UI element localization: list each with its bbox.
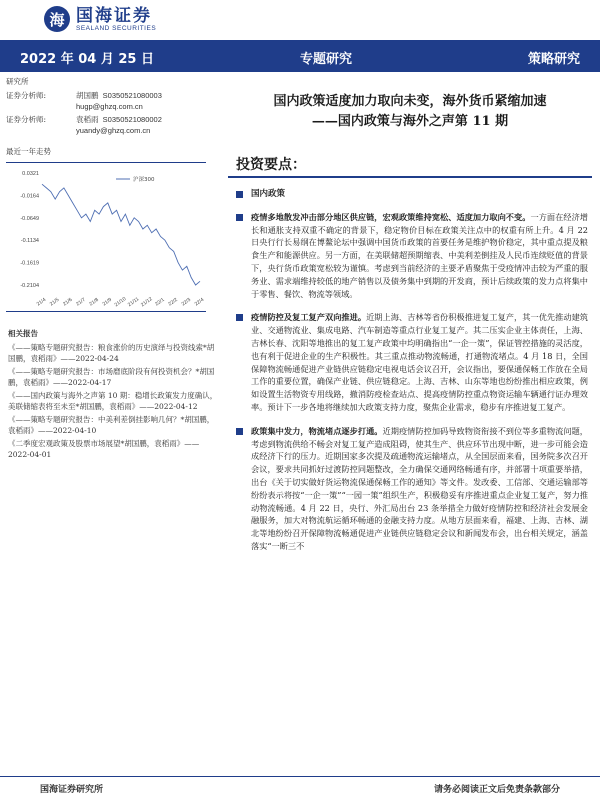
x-tick-label: 21/8 (88, 296, 100, 308)
related-report-item[interactable]: 《——策略专题研究报告：市场磨底阶段有何投资机会？*胡国鹏，袁稻雨》——2022-04-17 (8, 366, 215, 387)
report-title-line1: 国内政策适度加力取向未变，海外货币紧缩加速 (273, 94, 547, 109)
paragraph-lead: 疫情防控及复工复产双向推进。 (251, 312, 367, 323)
paragraph-text: 近期上海、吉林等省份积极推进复工复产，其一优先推动建筑业、交通物流业、集成电路、汽车制造等重点行业复工复产。其二压实企业主体责任，上海、吉林长春、沈阳等地推出的复工复产政策中均明确指出“一企一策”，保证管控措施的灵活度，也有利于促进企业的生产积极性。其三重点推动物流畅通，打通物流堵点。4 月 18 日，全国保障物流畅通促进产业链供应链稳定电视电话会议召开，会议指出，要保通保畅工作放在全局工作的重要位置，确保产业链、供应链稳定。上海、吉林、山东等地也纷纷推出相应政策，例如设置生活物资专用线路，撤消防疫检查站点、提高疫情防控重点物资运输车辆通行证办理效率。预计下一步各地将继续加大政策支持力度，聚焦企业需求，稳步有序推进复工复产。 (251, 312, 588, 412)
related-reports-title: 相关报告 (8, 329, 38, 338)
paragraph-text: 一方面在经济增长和通胀支持双重不确定的背景下，稳定物价目标在政策关注点中的权重有所上升。4 月 22 日央行行长易纲在博鳌论坛中强调中国货币政策的首要任务是维护物价稳定，其中重点提及粮食生产和能源供应。另一方面，在美联储超预期缩表、中美利差倒挂及人民币连续贬值的背景下，央行货币政策宽松较为谨慎。考虑到当前经济的主要矛盾聚焦于受疫情冲击较为严重的服务业、需求端维持较低的地产销售以及债务集中到期的开发商，预计后续政策的发力点将集中于零售、餐饮、物流等领域。 (251, 211, 588, 299)
y-tick-label: -0.0164 (20, 193, 39, 200)
report-title-line2: ——国内政策与海外之声第 11 期 (311, 114, 509, 129)
report-body (236, 188, 588, 564)
body-paragraph (236, 425, 588, 553)
square-bullet-icon (236, 214, 243, 221)
report-sector: 策略研究 (527, 52, 580, 67)
logo-name-en: SEALAND SECURITIES (76, 24, 157, 32)
x-tick-label: 21/9 (101, 296, 113, 308)
related-report-item[interactable]: 《——国内政策与海外之声第 10 期：稳增长政策发力度确认，美联储缩表将至未至*胡国鹏，袁稻雨》——2022-04-12 (8, 390, 218, 411)
footer-disclaimer: 请务必阅读正文后免责条款部分 (433, 785, 560, 795)
trend-chart (6, 162, 206, 312)
section-heading (236, 188, 588, 201)
viewpoints-divider (228, 176, 592, 178)
y-tick-label: 0.0321 (22, 171, 39, 177)
paragraph-text: 近期疫情防控加码导致物资衔接不到位等多重物流问题，考虑到物流供给不畅会对复工复产造成阻碍，使其生产、供应环节出现中断，进一步可能会造成经济下行的压力。近期国家多次提及疏通物流运输堵点，从全国层面来看，国务院多次召开会议，要求共同抓好过渡防控同题整改，全力确保交通网络畅通有序，并部署十项重要举措，出台《关于切实做好货运物流保通保畅工作的通知》等文件。发改委、工信部、交通运输部等纷纷表示将按“一企一策”“一园一策”组织生产，积极稳妥有序推进重点企业复工复产，努力推动物流畅通。4 月 22 日，央行、外汇局出台 23 条举措全力做好疫情防控和经济社会发展金融服务，加大对物流航运循环畅通的金融支持力度。从地方层面来看，福建、上海、吉林、湖北等地纷纷召开保障物流畅通促进产业链供应链稳定会议和新闻发布会，出台相关规定，涵盖落实“一断三不 (251, 425, 588, 551)
legend-label: 沪深300 (133, 177, 155, 183)
x-tick-label: 21/5 (48, 296, 61, 308)
analyst-cert: S0350521080003 (102, 91, 162, 100)
trend-chart-svg (6, 163, 206, 313)
body-paragraph (236, 311, 588, 413)
related-reports (8, 328, 218, 462)
series-line-hs300 (42, 184, 200, 285)
footer-institute: 国海证券研究所 (40, 785, 104, 795)
x-tick-label: 22/4 (193, 296, 206, 308)
x-tick-label: 21/12 (139, 296, 154, 309)
report-type: 专题研究 (300, 52, 353, 67)
analyst-email[interactable]: yuandy@ghzq.com.cn (76, 126, 151, 135)
footer-divider (0, 776, 600, 777)
logo-text (76, 7, 156, 32)
analyst-cert: S0350521080002 (102, 115, 162, 124)
x-tick-label: 21/11 (126, 296, 141, 309)
x-tick-label: 22/2 (167, 296, 179, 308)
paragraph-lead: 疫情多地散发冲击部分地区供应链，宏观政策维持宽松、适度加力取向不变。 (251, 211, 531, 222)
related-report-item[interactable]: 《二季度宏观政策及股票市场展望*胡国鹏，袁稻雨》——2022-04-01 (8, 438, 200, 459)
x-tick-label: 22/3 (180, 296, 192, 308)
report-date: 2022 年 04 月 25 日 (20, 52, 154, 67)
report-title (230, 92, 590, 132)
x-tick-label: 21/4 (35, 296, 48, 308)
paragraph-lead: 政策集中发力，物流堵点逐步打通。 (251, 425, 383, 436)
analyst-entry (6, 90, 216, 112)
x-tick-label: 21/7 (75, 296, 87, 308)
trend-chart-title: 最近一年走势 (6, 147, 51, 156)
viewpoints-heading: 投资要点： (236, 157, 306, 173)
analyst-entry (6, 114, 216, 136)
body-paragraph (236, 211, 588, 301)
y-tick-label: -0.2104 (20, 283, 39, 289)
y-tick-label: -0.1619 (20, 260, 39, 267)
square-bullet-icon (236, 428, 243, 435)
related-report-item[interactable]: 《——策略专题研究报告：中美利差倒挂影响几何？*胡国鹏，袁稻雨》——2022-04-10 (8, 414, 215, 435)
analyst-label: 证券分析师: (6, 115, 47, 124)
x-tick-label: 21/6 (62, 296, 74, 308)
x-tick-label: 21/10 (113, 296, 128, 309)
report-header-bar (0, 40, 600, 72)
analyst-name: 袁稻雨 (76, 115, 99, 124)
research-label: 研究所 (6, 77, 29, 86)
x-tick-label: 22/1 (154, 296, 166, 308)
related-report-item[interactable]: 《——策略专题研究报告：粮食涨价的历史演绎与投资线索*胡国鹏，袁稻雨》——2022-04-24 (8, 342, 215, 363)
left-sidebar (6, 76, 216, 312)
logo-name-cn: 国海证券 (76, 5, 152, 26)
analyst-label: 证券分析师: (6, 91, 47, 100)
y-tick-label: -0.0649 (20, 215, 39, 222)
company-logo (44, 6, 156, 32)
y-tick-label: -0.1134 (20, 238, 39, 245)
section-heading-text: 国内政策 (251, 189, 286, 199)
square-bullet-icon (236, 191, 243, 198)
logo-mark-icon: 海 (44, 6, 70, 32)
analyst-name: 胡国鹏 (76, 91, 99, 100)
square-bullet-icon (236, 314, 243, 321)
analyst-email[interactable]: hugp@ghzq.com.cn (76, 102, 143, 111)
